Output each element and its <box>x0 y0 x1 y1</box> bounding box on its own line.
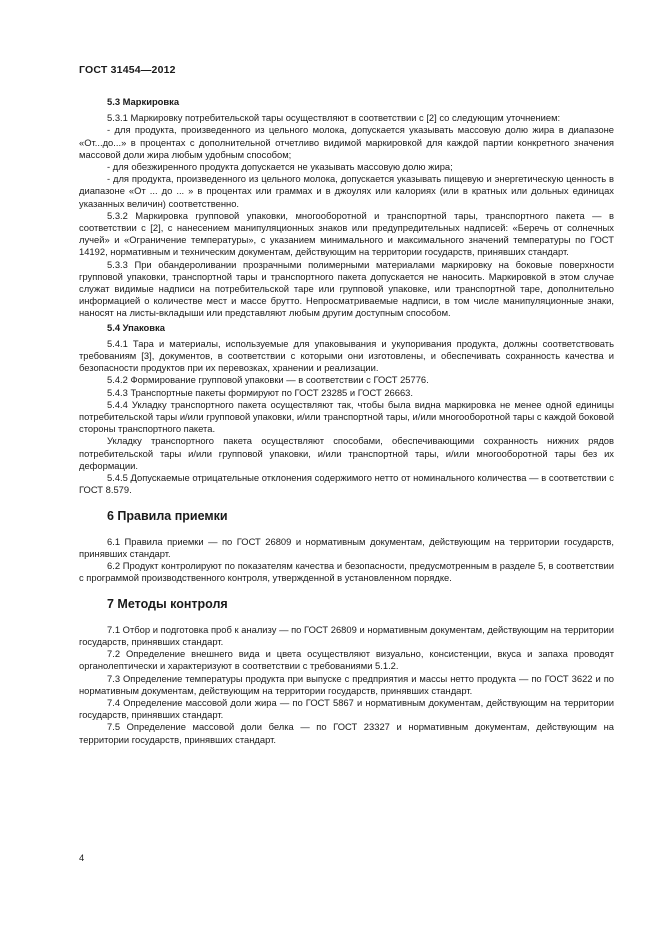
paragraph-5-3-1-item-2: - для обезжиренного продукта допускается не указывать массовую долю жира; <box>107 161 453 173</box>
paragraph-7-5: 7.5 Определение массовой доли белка — по ГОСТ 23327 и нормативным документам, действующим на территории государств, принявших стандарт. <box>79 721 614 745</box>
paragraph-6-2: 6.2 Продукт контролируют по показателям качества и безопасности, предусмотренным в разделе 5, в соответствии с программой производственного контроля, утвержденной в установленном порядке. <box>79 560 614 584</box>
section-6-heading: 6 Правила приемки <box>107 508 228 523</box>
page-body <box>79 92 614 746</box>
paragraph-5-3-2: 5.3.2 Маркировка групповой упаковки, многооборотной и транспортной тары, транспортного пакета — в соответствии с [2], с нанесением манипуляционных знаков или предупредительных надписей: «Беречь от солнечных лучей» и «Ограничение температуры», с указанием минимального и максимального значений температуры по ГОСТ 14192, нормативным и техническим документам, действующим на территории государств, принявших стандарт. <box>79 209 614 258</box>
section-5-4-heading: 5.4 Упаковка <box>107 321 165 333</box>
section-5-3-heading: 5.3 Маркировка <box>107 96 180 107</box>
paragraph-5-4-4-continued: Укладку транспортного пакета осуществляют способами, обеспечивающими сохранность нижних рядов потребительской тары и/или групповой упаковки, и/или транспортной тары, и/или многооборотной тары без их деформации. <box>79 435 614 471</box>
paragraph-7-3: 7.3 Определение температуры продукта при выпуске с предприятия и массы нетто продукта — по ГОСТ 3622 и по нормативным документам, действующим на территории государств, принявших стандарт. <box>79 672 614 696</box>
paragraph-5-3-1: 5.3.1 Маркировку потребительской тары осуществляют в соответствии с [2] со следующим уточнением: <box>107 112 561 124</box>
paragraph-5-3-3: 5.3.3 При обандероливании прозрачными полимерными материалами маркировку на боковые поверхности групповой упаковки, транспортной тары и транспортного пакета допускается не наносить. Маркировкой в этом случае служат видимые надписи на потребительской таре или групповой упаковке, или транспортной таре, дополнительно информацией о количестве мест и массе брутто. Непросматриваемые надписи, в том числе манипуляционные знаки, наносят на листы-вкладыши или представляют любым другим доступным способом. <box>79 258 614 319</box>
paragraph-5-4-4: 5.4.4 Укладку транспортного пакета осуществляют так, чтобы была видна маркировка не менее одной единицы потребительской тары и/или групповой упаковки, и/или транспортной тары, и/или многооборотной тары с каждой боковой стороны транспортного пакета. <box>79 398 614 435</box>
paragraph-7-1: 7.1 Отбор и подготовка проб к анализу — по ГОСТ 26809 и нормативным документам, действующим на территории государств, принявших стандарт. <box>79 623 614 647</box>
document-header: ГОСТ 31454—2012 <box>79 64 176 76</box>
paragraph-5-3-1-item-1: - для продукта, произведенного из цельного молока, допускается указывать массовую долю жира в диапазоне «От...до...» в процентах с дополнительной отчетливо видимой маркировкой для каждой партии конкретного значения массовой доли жира любым удобным способом; <box>79 124 614 160</box>
paragraph-7-2: 7.2 Определение внешнего вида и цвета осуществляют визуально, консистенции, вкуса и запаха проводят органолептически и характеризуют в соответствии с требованиями 5.1.2. <box>79 648 614 672</box>
paragraph-6-1: 6.1 Правила приемки — по ГОСТ 26809 и нормативным документам, действующим на территории государств, принявших стандарт. <box>79 535 614 559</box>
paragraph-5-4-2: 5.4.2 Формирование групповой упаковки — в соответствии с ГОСТ 25776. <box>107 374 429 386</box>
paragraph-5-4-5: 5.4.5 Допускаемые отрицательные отклонения содержимого нетто от номинального количества — в соответствии с ГОСТ 8.579. <box>79 472 614 496</box>
paragraph-5-3-1-item-3: - для продукта, произведенного из цельного молока, допускается указывать пищевую и энергетическую ценность в диапазоне «От ... до ... » в процентах или граммах и в джоулях или калориях (или в кратных или дольных единицах указанных величин) соответственно. <box>79 173 614 209</box>
page-number: 4 <box>79 852 85 863</box>
paragraph-5-4-1: 5.4.1 Тара и материалы, используемые для упаковывания и укупоривания продукта, должны соответствовать требованиям [3], документов, в соответствии с которыми они изготовлены, и обеспечивать сохранность качества и безопасности продуктов при их перевозках, хранении и реализации. <box>79 337 614 374</box>
section-7-heading: 7 Методы контроля <box>107 596 228 611</box>
paragraph-5-4-3: 5.4.3 Транспортные пакеты формируют по ГОСТ 23285 и ГОСТ 26663. <box>107 386 414 398</box>
paragraph-7-4: 7.4 Определение массовой доли жира — по ГОСТ 5867 и нормативным документам, действующим на территории государств, принявших стандарт. <box>79 696 614 721</box>
